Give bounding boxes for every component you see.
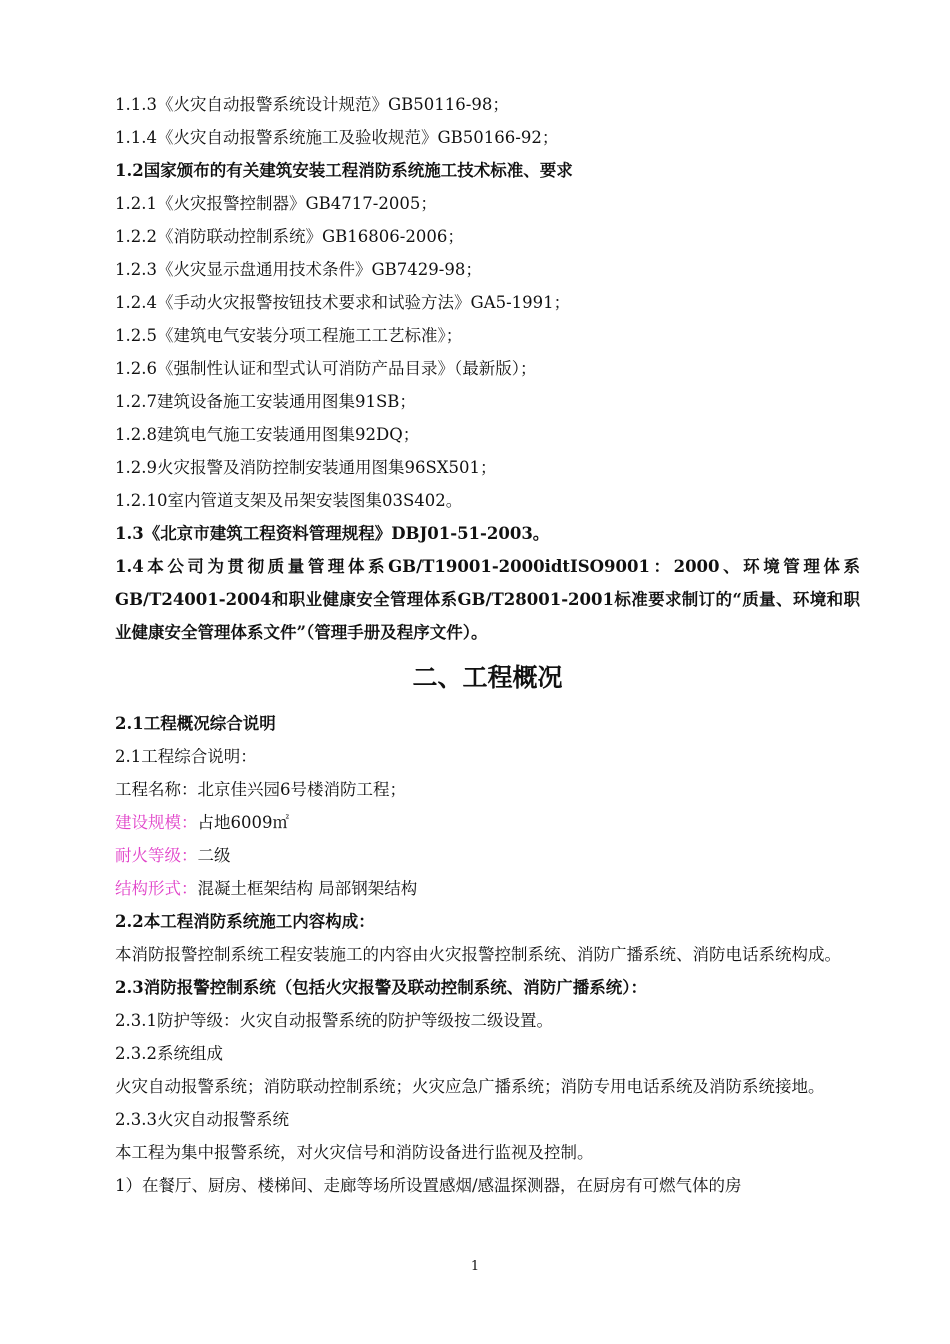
structure-value: 混凝土框架结构 局部钢架结构 — [197, 879, 418, 898]
fire-rating-label: 耐火等级： — [115, 846, 198, 865]
fire-rating-line — [115, 839, 860, 872]
text-line: 2.3.1防护等级：火灾自动报警系统的防护等级按二级设置。 — [115, 1011, 553, 1030]
text-line: 本工程为集中报警系统，对火灾信号和消防设备进行监视及控制。 — [115, 1143, 594, 1162]
ref-line: 1.2.5《建筑电气安装分项工程施工工艺标准》； — [115, 326, 463, 345]
ref-line: 1.2.6《强制性认证和型式认可消防产品目录》（最新版）； — [115, 359, 537, 378]
ref-line: 1.2.9火灾报警及消防控制安装通用图集96SX501； — [115, 458, 497, 477]
paragraph: 1.4本公司为贯彻质量管理体系GB/T19001-2000idtISO9001：2000、环境管理体系GB/T24001-2004和职业健康安全管理体系GB/T28001-2001标准要求制订的“质量、环境和职业健康安全管理体系文件”（管理手册及程序文件）。 — [115, 557, 860, 642]
ref-line: 1.2.8建筑电气施工安装通用图集92DQ； — [115, 425, 420, 444]
ref-line: 1.1.4《火灾自动报警系统施工及验收规范》GB50166-92； — [115, 128, 559, 147]
paragraph: 火灾自动报警系统；消防联动控制系统；火灾应急广播系统；消防专用电话系统及消防系统接地。 — [115, 1077, 825, 1096]
scale-value: 占地6009㎡ — [197, 813, 289, 832]
text-line: 2.1工程综合说明： — [115, 747, 257, 766]
page-number: 1 — [470, 1259, 480, 1274]
ref-line: 1.2.4《手动火灾报警按钮技术要求和试验方法》GA5-1991； — [115, 293, 571, 312]
paragraph: 本消防报警控制系统工程安装施工的内容由火灾报警控制系统、消防广播系统、消防电话系统构成。 — [115, 945, 841, 964]
scale-line — [115, 806, 860, 839]
ref-line: 1.2.10室内管道支架及吊架安装图集03S402。 — [115, 491, 463, 510]
ref-line: 1.2.2《消防联动控制系统》GB16806-2006； — [115, 227, 464, 246]
ref-line: 1.2.7建筑设备施工安装通用图集91SB； — [115, 392, 416, 411]
text-line: 2.3.3火灾自动报警系统 — [115, 1110, 289, 1129]
project-name-line: 工程名称：北京佳兴园6号楼消防工程； — [115, 780, 406, 799]
section-heading: 2.1工程概况综合说明 — [115, 714, 276, 733]
chapter-title: 二、工程概况 — [412, 663, 563, 692]
scale-label: 建设规模： — [115, 813, 198, 832]
structure-line — [115, 872, 860, 905]
text-line: 1）在餐厅、厨房、楼梯间、走廊等场所设置感烟/感温探测器，在厨房有可燃气体的房 — [115, 1176, 742, 1195]
ref-line: 1.1.3《火灾自动报警系统设计规范》GB50116-98； — [115, 95, 509, 114]
ref-line: 1.2.1《火灾报警控制器》GB4717-2005； — [115, 194, 437, 213]
section-heading: 1.2国家颁布的有关建筑安装工程消防系统施工技术标准、要求 — [115, 161, 573, 180]
ref-line: 1.2.3《火灾显示盘通用技术条件》GB7429-98； — [115, 260, 482, 279]
section-heading: 1.3《北京市建筑工程资料管理规程》DBJ01-51-2003。 — [115, 524, 550, 543]
structure-label: 结构形式： — [115, 879, 198, 898]
fire-rating-value: 二级 — [197, 846, 231, 865]
text-line: 2.3.2系统组成 — [115, 1044, 223, 1063]
section-heading: 2.2本工程消防系统施工内容构成： — [115, 912, 375, 931]
section-heading: 2.3消防报警控制系统（包括火灾报警及联动控制系统、消防广播系统）： — [115, 978, 647, 997]
document-body — [115, 88, 860, 1202]
